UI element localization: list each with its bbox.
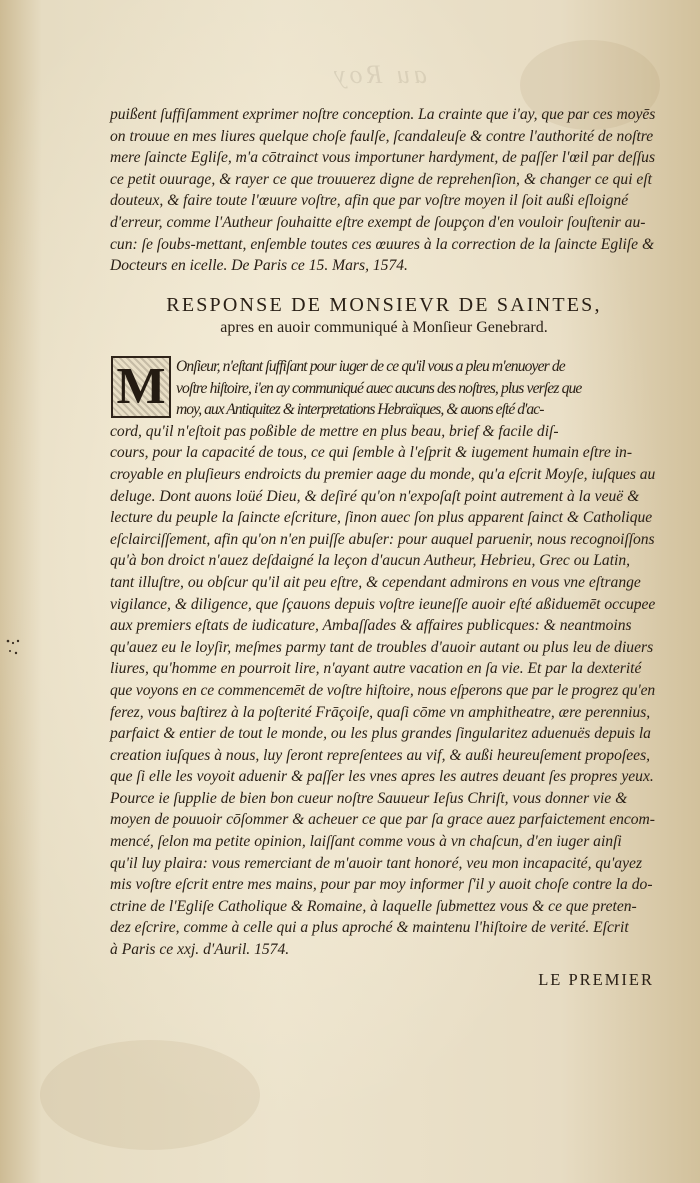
response-paragraph <box>110 356 655 961</box>
text-line: mere ſaincte Egliſe, m'a cōtrainct vous importuner hardyment, de paſſer l'œil par deſſus <box>110 149 656 167</box>
text-line: Pource ie ſupplie de bien bon cueur noſtre Sauueur Ieſus Chriſt, vous donner vie & <box>110 789 628 807</box>
text-line: que voyons en ce commencemēt de voſtre hiſtoire, nous eſperons que par le progrez qu'en <box>110 681 656 699</box>
text-line: mencé, ſelon ma petite opinion, laiſſant comme vous à vn chaſcun, d'en iuger ainſi <box>110 833 622 851</box>
dedication-paragraph <box>110 104 655 277</box>
text-line: liures, qu'homme en pourroit lire, n'ayant autre vacation en ſa vie. Et par la dexterité <box>110 660 642 678</box>
text-line: tant illuſtre, ou obſcur qu'il ait peu eſtre, & cependant admirons en vous vne eſtrange <box>110 573 641 591</box>
text-line: deluge. Dont auons loüé Dieu, & deſiré qu'on n'expoſaſt point autrement à la veuë & <box>110 487 640 505</box>
text-line: vigilance, & diligence, que ſçauons depuis voſtre ieuneſſe auoir eſté aßiduemēt occupee <box>110 595 656 613</box>
show-through-text: au Roy <box>330 60 427 89</box>
text-line: puißent ſuffiſamment exprimer noſtre conception. La crainte que i'ay, que par ces moyēs <box>110 106 656 123</box>
response-subheading: apres en auoir communiqué à Monſieur Genebrard. <box>220 319 548 336</box>
text-line: lecture du peuple la ſaincte eſcriture, ſinon auec ſon plus apparent ſainct & Catholique <box>110 509 653 527</box>
text-line: Onſieur, n'eſtant ſuffiſant pour iuger de ce qu'il vous a pleu m'enuoyer de <box>176 358 565 375</box>
text-line: qu'à bon droict n'auez deſdaigné la leçon d'aucun Autheur, Hebrieu, Grec ou Latin, <box>110 552 631 570</box>
catchword: LE PREMIER <box>538 970 654 989</box>
text-line: cord, qu'il n'eſtoit pas poßible de mettre en plus beau, brief & facile diſ- <box>110 422 559 440</box>
initial-letter: M <box>116 358 166 415</box>
text-line: à Paris ce xxj. d'Auril. 1574. <box>110 941 290 959</box>
text-line: dez eſcrire, comme à celle qui a plus aproché & maintenu l'hiſtoire de verité. Eſcrit <box>110 919 629 937</box>
text-line: on trouue en mes liures quelque choſe faulſe, ſcandaleuſe & contre l'authorité de noſtre <box>110 127 654 145</box>
text-line: qu'il luy plaira: vous remerciant de m'auoir tant honoré, veu mon incapacité, qu'ayez <box>110 854 643 872</box>
text-line: eſclairciſſement, afin qu'on n'en puiſſe abuſer: pour auquel paruenir, nous recognoiſſons <box>110 530 655 548</box>
text-line: croyable en pluſieurs endroicts du premier aage du monde, qu'a eſcrit Moyſe, iuſques au <box>110 465 656 483</box>
text-line: ctrine de l'Egliſe Catholique & Romaine, à laquelle ſubmettez vous & ce que preten- <box>110 897 637 915</box>
text-line: ce petit ouurage, & rayer ce que trouuerez digne de reprehenſion, & changer ce qui eſt <box>110 170 653 188</box>
text-line: aux premiers eſtats de iudicature, Ambaſſades & affaires publicques: & neantmoins <box>110 617 632 635</box>
text-line: d'erreur, comme l'Autheur ſouhaitte eſtre exempt de ſoupçon d'en vouloir ſouſtenir au- <box>110 213 646 231</box>
text-line: qu'auez eu le loyſir, meſmes parmy tant de troubles d'auoir autant ou plus leu de diuers <box>110 638 654 656</box>
text-line: voſtre hiſtoire, i'en ay communiqué auec aucuns des noſtres, plus verſez que <box>176 379 582 397</box>
text-line: cun: ſe ſoubs-mettant, enſemble toutes ces œuures à la correction de la ſaincte Egliſe & <box>110 235 655 253</box>
response-heading: RESPONSE DE MONSIEVR DE SAINTES, <box>166 294 602 316</box>
text-line: douteux, & faire toute l'œuure voſtre, afin que par voſtre moyen il ſoit außi eſloigné <box>110 192 629 210</box>
text-line: creation iuſques à nous, luy ſeront repreſentees au vif, & außi heureuſement propoſees, <box>110 746 651 764</box>
text-line: Docteurs en icelle. De Paris ce 15. Mars, 1574. <box>110 257 408 275</box>
margin-ink-marks <box>4 637 22 661</box>
text-line: parfaict & entier de tout le monde, ou les plus grandes ſingularitez aduenuës depuis la <box>110 725 651 743</box>
text-line: mis voſtre eſcrit entre mes mains, pour par moy informer ſ'il y auoit choſe contre la do- <box>110 876 653 894</box>
text-line: que ſi elle les voyoit aduenir & paſſer les vnes apres les autres deuant ſes propres yeux. <box>110 768 654 786</box>
text-line: moy, aux Antiquitez & interpretations Hebraïques, & auons eſté d'ac- <box>176 401 544 419</box>
paper-stain <box>40 1040 260 1150</box>
text-line: ferez, vous baſtirez à la poſterité Frāçoiſe, quaſi cōme vn amphitheatre, ære perennius, <box>110 703 651 721</box>
text-line: moyen de pouuoir cōſommer & acheuer ce que par ſa grace auez parfaictement encom- <box>110 811 655 829</box>
text-line: cours, pour la capacité de tous, ce qui ſemble à l'eſprit & iugement humain eſtre in- <box>110 444 633 462</box>
